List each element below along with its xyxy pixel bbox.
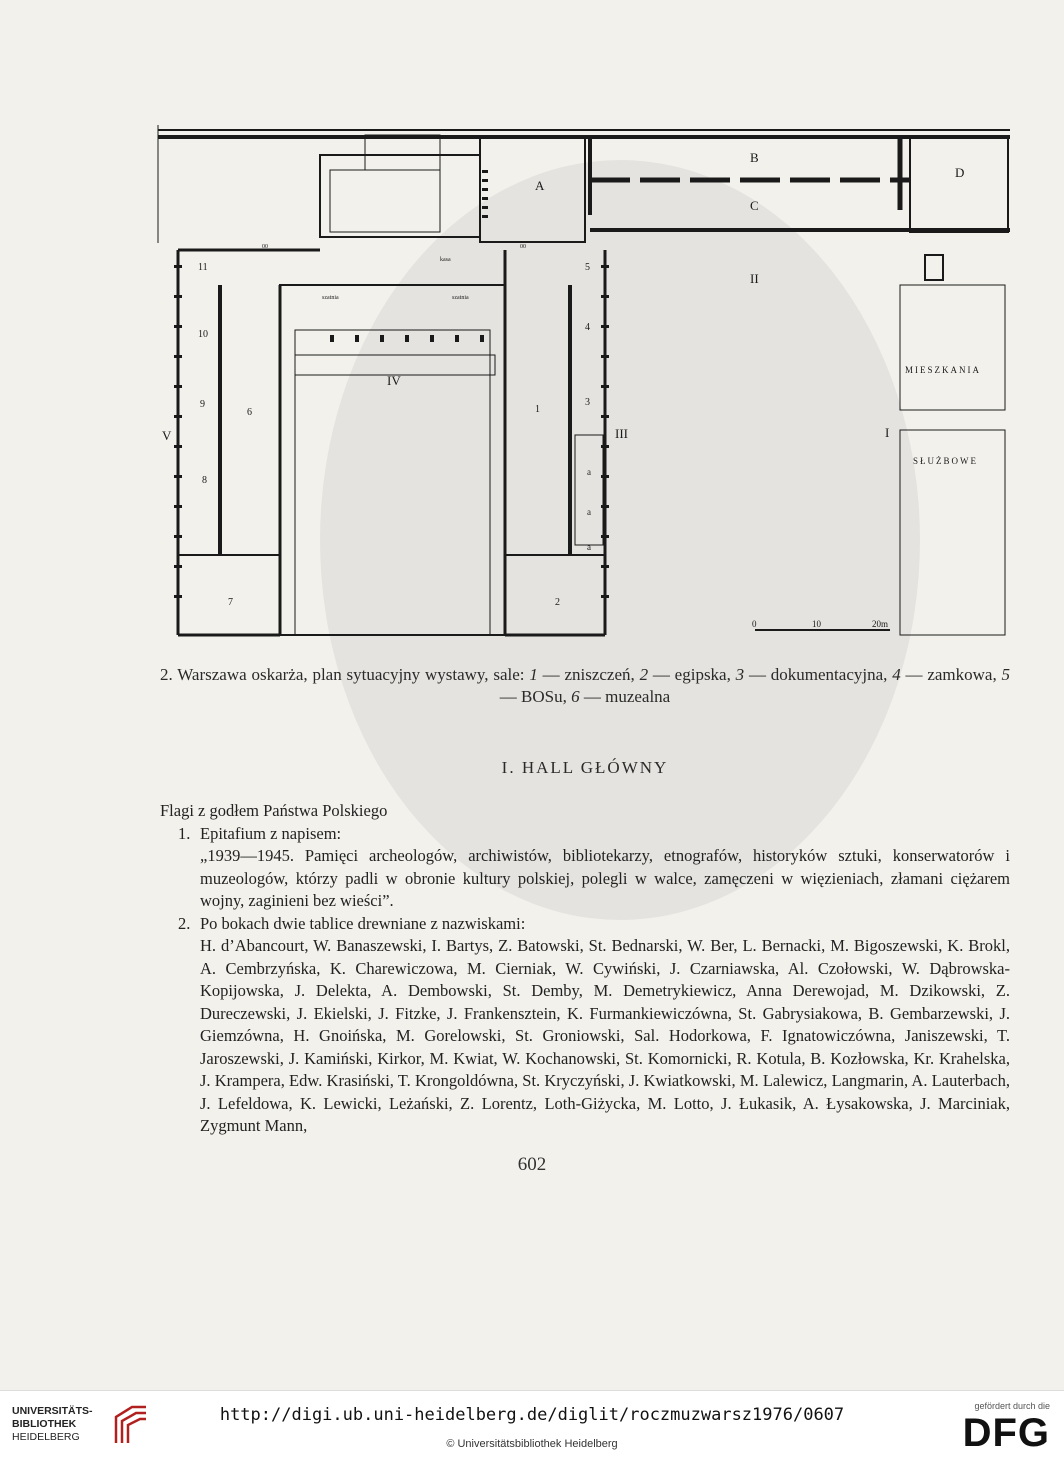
names-list: H. d’Abancourt, W. Banaszewski, I. Bartys, Z. Batowski, St. Bednarski, W. Ber, L. Bernacki, M. Bigoszewski, K. Brokl, A. Cembrzyńska, K. Charewiczowa, M. Cierniak, W. Cywiński, J. Czarniawska, Al. Czołowski, W. Dąbrowska-Kopijowska, J. Delekta, A. Dembowski, St. Demby, M. Demetrykiewicz, Anna Derewojad, M. Dzikowski, Z. Dureczewski, J. Ekielski, J. Fitzke, J. Frankensztein, K. Furmankiewiczówna, St. Gabrysiakowa, B. Gembarzewski, J. Giemzówna, H. Gnoińska, M. Gorelowski, St. Groniowski, Sal. Hodorkowa, F. Ignatowiczówna, Janiszewski, T. Jaroszewski, J. Kamiński, Kirkor, M. Kwiat, W. Kochanowski, St. Komornicki, R. Kotula, B. Kozłowska, Kr. Krahelska, J. Krampera, Edw. Krasiński, T. Krongoldówna, St. Kryczyński, J. Kwiatkowski, M. Lalewicz, Langmarin, A. Lauterbach, J. Lefeldowa, K. Lewicki, Leżański, Z. Lorentz, Loth-Giżycka, M. Lotto, J. Łukasik, A. Łysakowska, J. Marciniak, Zygmunt Mann, <box>200 936 1010 1135</box>
dfg-funded-by: gefördert durch die <box>974 1401 1050 1411</box>
plan-label-service: SŁUŻBOWE <box>913 456 978 466</box>
caption-hall-6: 6 <box>571 687 580 706</box>
scale-0: 0 <box>752 619 757 629</box>
caption-text-2: — egipska, <box>648 665 736 684</box>
plan-label-D: D <box>955 165 965 180</box>
caption-text-6: — muzealna <box>579 687 671 706</box>
plan-room-1: 1 <box>535 404 540 415</box>
plan-label-II: II <box>750 271 759 286</box>
ub-logo-text <box>12 1405 93 1444</box>
plan-room-10: 10 <box>198 329 208 340</box>
plan-wc-right: 00 <box>520 244 526 250</box>
plan-room-2: 2 <box>555 597 560 608</box>
caption-text-4: — zamkowa, <box>900 665 1002 684</box>
caption-text-3: — dokumentacyjna, <box>744 665 893 684</box>
plan-label-C: C <box>750 198 759 213</box>
caption-hall-1: 1 <box>529 665 538 684</box>
plan-label-III: III <box>615 426 628 441</box>
plan-room-a: a <box>587 507 591 517</box>
ub-line-2: BIBLIOTHEK <box>12 1418 77 1430</box>
plan-label-residences: MIESZKANIA <box>905 365 981 375</box>
caption-prefix: 2. Warszawa oskarża, plan sytuacyjny wystawy, sale: <box>160 665 530 684</box>
plan-room-a: a <box>587 542 591 552</box>
plan-room-7: 7 <box>228 597 233 608</box>
plan-room-8: 8 <box>202 475 207 486</box>
plan-room-9: 9 <box>200 399 205 410</box>
ub-logo[interactable] <box>12 1403 162 1453</box>
plan-room-3: 3 <box>585 397 590 408</box>
plan-label-V: V <box>162 428 172 443</box>
plan-label-IV: IV <box>387 373 401 388</box>
caption-text-1: — zniszczeń, <box>537 665 640 684</box>
list-item-text: Po bokach dwie tablice drewniane z nazwiskami: <box>200 913 526 933</box>
page-number: 602 <box>517 1154 547 1175</box>
ub-line-3: HEIDELBERG <box>12 1431 80 1443</box>
body-text <box>160 800 1010 1138</box>
scale-10: 10 <box>812 619 821 629</box>
section-title: I. HALL GŁÓWNY <box>501 758 669 777</box>
caption-hall-4: 4 <box>892 665 901 684</box>
epitaph-quote: „1939—1945. Pamięci archeologów, archiwistów, bibliotekarzy, etnografów, historyków sztuki, konserwatorów i muzeologów, którzy padli w obronie kultury polskiej, polegli w walce, zamęczeni w więzieniach, złamani ciężarem wojny, zaginieni bez wieści”. <box>200 846 1010 910</box>
list-item-2 <box>160 913 1010 936</box>
plan-room-11: 11 <box>198 262 208 273</box>
list-number: 1. <box>178 823 191 843</box>
plan-room-5: 5 <box>585 262 590 273</box>
list-number: 2. <box>178 913 191 933</box>
footer-bar <box>0 1390 1064 1467</box>
plan-label-A: A <box>535 178 545 193</box>
plan-ticket-office: kasa <box>440 257 451 263</box>
floor-plan <box>150 115 1020 655</box>
caption-text-5: — BOSu, <box>499 687 572 706</box>
ub-emblem-icon <box>110 1403 150 1447</box>
plan-cloakroom-right: szatnia <box>452 295 469 301</box>
plan-label-I: I <box>885 425 890 440</box>
ub-line-1: UNIVERSITÄTS- <box>12 1405 93 1417</box>
figure-caption <box>160 664 1010 708</box>
plan-label-B: B <box>750 150 759 165</box>
plan-room-a: a <box>587 467 591 477</box>
caption-hall-2: 2 <box>639 665 649 684</box>
dfg-logo[interactable] <box>950 1401 1050 1461</box>
list-item-1 <box>160 823 1010 846</box>
plan-cloakroom-left: szatnia <box>322 295 339 301</box>
plan-wc-left: 00 <box>262 244 268 250</box>
scale-20m: 20m <box>872 619 889 629</box>
plan-room-6: 6 <box>247 407 252 418</box>
caption-hall-3: 3 <box>735 665 745 684</box>
flags-line: Flagi z godłem Państwa Polskiego <box>160 801 388 820</box>
list-item-text: Epitafium z napisem: <box>200 823 342 843</box>
plan-room-4: 4 <box>585 322 590 333</box>
permalink-url[interactable]: http://digi.ub.uni-heidelberg.de/diglit/roczmuzwarsz1976/0607 <box>219 1405 845 1425</box>
dfg-wordmark: DFG <box>962 1411 1050 1455</box>
copyright-notice: © Universitätsbibliothek Heidelberg <box>446 1438 618 1450</box>
caption-hall-5: 5 <box>1001 665 1011 684</box>
